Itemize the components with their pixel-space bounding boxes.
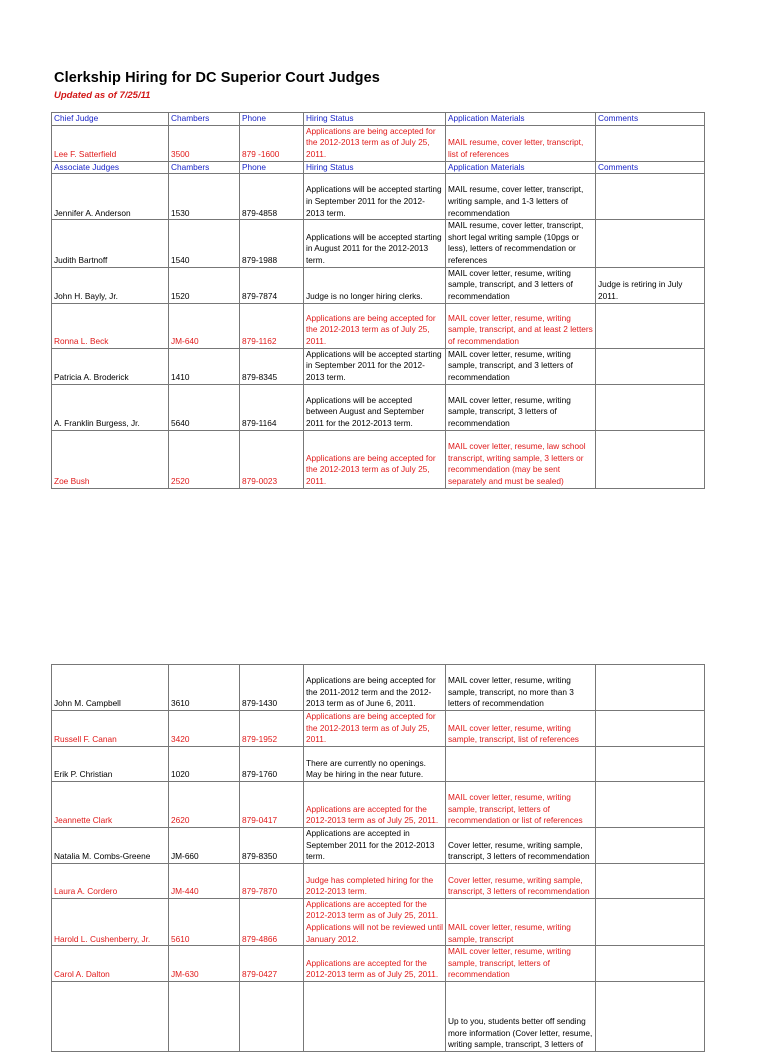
cell-hiring-status: Applications are accepted in September 2011 for the 2012-2013 term. — [304, 828, 446, 864]
cell-chambers: 3610 — [169, 665, 240, 711]
cell-chambers: 5640 — [169, 384, 240, 430]
cell-comments — [596, 174, 705, 220]
cell-comments — [596, 665, 705, 711]
cell-hiring-status: Applications are being accepted for the 2012-2013 term as of July 25, 2011. — [304, 303, 446, 348]
associate-header-row — [52, 161, 705, 174]
cell-phone: 879-8345 — [240, 348, 304, 384]
cell-chambers: JM-640 — [169, 303, 240, 348]
cell-comments — [596, 782, 705, 828]
judges-table-page2 — [51, 664, 705, 1052]
cell-phone: 879-1430 — [240, 665, 304, 711]
cell-judge-name: Zoe Bush — [52, 430, 169, 488]
table-row — [52, 898, 705, 945]
column-header-judge-name: Associate Judges — [52, 161, 169, 174]
table-row — [52, 782, 705, 828]
cell-hiring-status — [304, 981, 446, 1051]
page-subtitle: Updated as of 7/25/11 — [54, 90, 151, 101]
cell-comments — [596, 747, 705, 782]
cell-chambers: 5610 — [169, 898, 240, 945]
column-header-chambers: Chambers — [169, 161, 240, 174]
cell-application-materials: MAIL cover letter, resume, writing sample, transcript, letters of recommendation or list of references — [446, 782, 596, 828]
cell-hiring-status: Judge has completed hiring for the 2012-2013 term. — [304, 863, 446, 898]
cell-application-materials: MAIL resume, cover letter, transcript, short legal writing sample (10pgs or less), letters of recommendation or references — [446, 220, 596, 267]
column-header-phone: Phone — [240, 161, 304, 174]
judges-table-page1 — [51, 112, 705, 489]
cell-chambers: 1020 — [169, 747, 240, 782]
column-header-comments: Comments — [596, 161, 705, 174]
column-header-chambers: Chambers — [169, 113, 240, 126]
column-header-judge-name: Chief Judge — [52, 113, 169, 126]
cell-hiring-status: Judge is no longer hiring clerks. — [304, 267, 446, 303]
cell-hiring-status: Applications are being accepted for the 2012-2013 term as of July 25, 2011. — [304, 711, 446, 747]
cell-application-materials: MAIL resume, cover letter, transcript, writing sample, and 1-3 letters of recommendation — [446, 174, 596, 220]
cell-application-materials: MAIL cover letter, resume, writing sample, transcript, letters of recommendation — [446, 946, 596, 982]
cell-chambers: JM-630 — [169, 946, 240, 982]
cell-hiring-status: There are currently no openings. May be hiring in the near future. — [304, 747, 446, 782]
cell-judge-name: Harold L. Cushenberry, Jr. — [52, 898, 169, 945]
cell-phone: 879-4858 — [240, 174, 304, 220]
table-row — [52, 946, 705, 982]
cell-judge-name: Patricia A. Broderick — [52, 348, 169, 384]
cell-phone: 879-0417 — [240, 782, 304, 828]
column-header-hiring-status: Hiring Status — [304, 113, 446, 126]
table-row — [52, 267, 705, 303]
table-row — [52, 981, 705, 1051]
column-header-phone: Phone — [240, 113, 304, 126]
table-row — [52, 220, 705, 267]
table-row — [52, 125, 705, 161]
table-row — [52, 384, 705, 430]
cell-chambers: 1520 — [169, 267, 240, 303]
cell-judge-name: Laura A. Cordero — [52, 863, 169, 898]
table-row — [52, 430, 705, 488]
cell-application-materials: Cover letter, resume, writing sample, transcript, 3 letters of recommendation — [446, 863, 596, 898]
cell-phone: 879-8350 — [240, 828, 304, 864]
cell-application-materials: MAIL cover letter, resume, law school transcript, writing sample, 3 letters or recommendation (may be sent separately and must be sealed) — [446, 430, 596, 488]
cell-chambers: 3500 — [169, 125, 240, 161]
cell-comments — [596, 384, 705, 430]
cell-application-materials — [446, 747, 596, 782]
cell-judge-name: Carol A. Dalton — [52, 946, 169, 982]
cell-phone: 879 -1600 — [240, 125, 304, 161]
cell-phone: 879-7874 — [240, 267, 304, 303]
cell-chambers: 1530 — [169, 174, 240, 220]
cell-hiring-status: Applications will be accepted starting in September 2011 for the 2012-2013 term. — [304, 348, 446, 384]
table-row — [52, 711, 705, 747]
cell-comments — [596, 946, 705, 982]
cell-hiring-status: Applications are being accepted for the 2012-2013 term as of July 25, 2011. — [304, 430, 446, 488]
cell-comments — [596, 828, 705, 864]
cell-chambers: 2620 — [169, 782, 240, 828]
cell-comments — [596, 348, 705, 384]
cell-hiring-status: Applications are being accepted for the 2011-2012 term and the 2012-2013 term as of June 6, 2011. — [304, 665, 446, 711]
cell-comments — [596, 863, 705, 898]
cell-phone: 879-1164 — [240, 384, 304, 430]
cell-application-materials: MAIL cover letter, resume, writing sample, transcript, and 3 letters of recommendation — [446, 267, 596, 303]
cell-judge-name: Russell F. Canan — [52, 711, 169, 747]
cell-application-materials: MAIL cover letter, resume, writing sample, transcript, 3 letters of recommendation — [446, 384, 596, 430]
cell-comments — [596, 220, 705, 267]
cell-comments — [596, 898, 705, 945]
cell-comments — [596, 711, 705, 747]
cell-judge-name: Ronna L. Beck — [52, 303, 169, 348]
cell-phone: 879-1162 — [240, 303, 304, 348]
cell-hiring-status: Applications are accepted for the 2012-2013 term as of July 25, 2011. — [304, 946, 446, 982]
cell-chambers: 1410 — [169, 348, 240, 384]
cell-chambers: 1540 — [169, 220, 240, 267]
cell-application-materials: MAIL cover letter, resume, writing sample, transcript — [446, 898, 596, 945]
cell-application-materials: Cover letter, resume, writing sample, transcript, 3 letters of recommendation — [446, 828, 596, 864]
cell-application-materials: MAIL cover letter, resume, writing sample, transcript, and at least 2 letters of recommendation — [446, 303, 596, 348]
chief-header-row — [52, 113, 705, 126]
cell-judge-name: A. Franklin Burgess, Jr. — [52, 384, 169, 430]
cell-application-materials: MAIL resume, cover letter, transcript, list of references — [446, 125, 596, 161]
cell-phone: 879-0427 — [240, 946, 304, 982]
cell-judge-name: Natalia M. Combs-Greene — [52, 828, 169, 864]
page-title: Clerkship Hiring for DC Superior Court Judges — [54, 70, 380, 86]
cell-phone: 879-4866 — [240, 898, 304, 945]
cell-application-materials: MAIL cover letter, resume, writing sample, transcript, no more than 3 letters of recommendation — [446, 665, 596, 711]
table-row — [52, 303, 705, 348]
cell-chambers: JM-440 — [169, 863, 240, 898]
cell-phone: 879-1988 — [240, 220, 304, 267]
table-row — [52, 863, 705, 898]
column-header-hiring-status: Hiring Status — [304, 161, 446, 174]
cell-hiring-status: Applications are accepted for the 2012-2013 term as of July 25, 2011. — [304, 782, 446, 828]
cell-chambers — [169, 981, 240, 1051]
cell-comments — [596, 430, 705, 488]
cell-chambers: JM-660 — [169, 828, 240, 864]
table-row — [52, 348, 705, 384]
cell-application-materials: MAIL cover letter, resume, writing sample, transcript, and 3 letters of recommendation — [446, 348, 596, 384]
table-row — [52, 665, 705, 711]
cell-chambers: 2520 — [169, 430, 240, 488]
cell-judge-name: John M. Campbell — [52, 665, 169, 711]
cell-judge-name: Judith Bartnoff — [52, 220, 169, 267]
cell-judge-name: John H. Bayly, Jr. — [52, 267, 169, 303]
cell-judge-name: Lee F. Satterfield — [52, 125, 169, 161]
cell-comments — [596, 303, 705, 348]
cell-phone — [240, 981, 304, 1051]
table-row — [52, 174, 705, 220]
cell-phone: 879-1760 — [240, 747, 304, 782]
column-header-comments: Comments — [596, 113, 705, 126]
table-row — [52, 747, 705, 782]
cell-comments — [596, 125, 705, 161]
column-header-application-materials: Application Materials — [446, 161, 596, 174]
cell-chambers: 3420 — [169, 711, 240, 747]
cell-judge-name — [52, 981, 169, 1051]
cell-hiring-status: Applications will be accepted between August and September 2011 for the 2012-2013 term. — [304, 384, 446, 430]
cell-phone: 879-0023 — [240, 430, 304, 488]
cell-comments: Judge is retiring in July 2011. — [596, 267, 705, 303]
cell-comments — [596, 981, 705, 1051]
cell-application-materials: MAIL cover letter, resume, writing sample, transcript, list of references — [446, 711, 596, 747]
cell-phone: 879-7870 — [240, 863, 304, 898]
cell-hiring-status: Applications are being accepted for the 2012-2013 term as of July 25, 2011. — [304, 125, 446, 161]
cell-judge-name: Jennifer A. Anderson — [52, 174, 169, 220]
column-header-application-materials: Application Materials — [446, 113, 596, 126]
cell-phone: 879-1952 — [240, 711, 304, 747]
cell-judge-name: Erik P. Christian — [52, 747, 169, 782]
cell-judge-name: Jeannette Clark — [52, 782, 169, 828]
table-row — [52, 828, 705, 864]
cell-hiring-status: Applications are accepted for the 2012-2013 term as of July 25, 2011. Applications will not be reviewed until January 2012. — [304, 898, 446, 945]
cell-hiring-status: Applications will be accepted starting in August 2011 for the 2012-2013 term. — [304, 220, 446, 267]
cell-application-materials: Up to you, students better off sending more information (Cover letter, resume, writing sample, transcript, 3 letters of — [446, 981, 596, 1051]
cell-hiring-status: Applications will be accepted starting in September 2011 for the 2012-2013 term. — [304, 174, 446, 220]
